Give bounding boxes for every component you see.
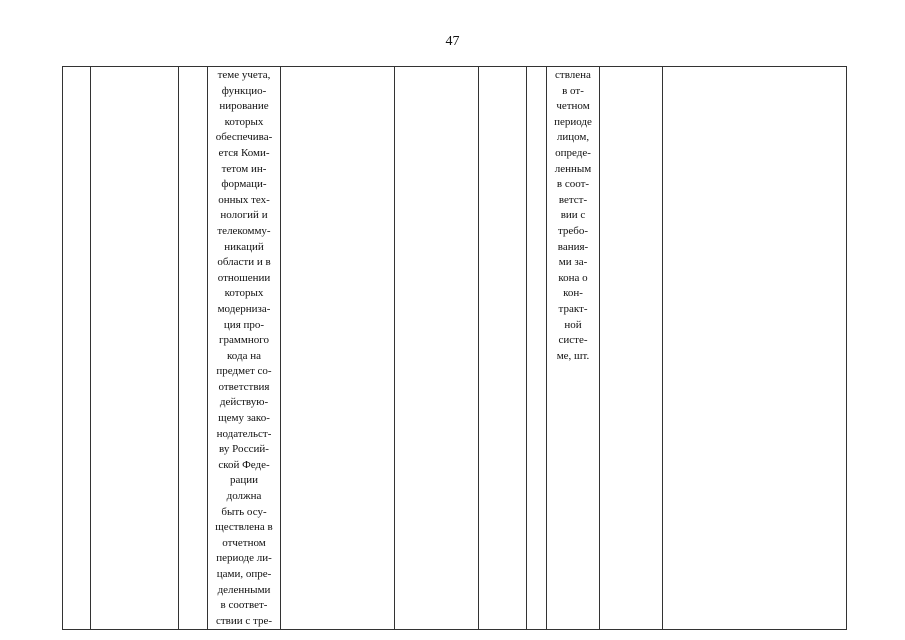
cell-line: граммного	[219, 334, 269, 347]
cell-line: опреде-	[555, 146, 591, 159]
cell-line: кода на	[227, 349, 261, 362]
cell-line: телекомму-	[217, 224, 271, 237]
cell-line: ответствия	[218, 380, 270, 393]
cell-line: в соот-	[556, 178, 590, 191]
page-number: 47	[445, 34, 460, 49]
document-table	[62, 66, 847, 630]
cell-line: четном	[556, 100, 590, 113]
table-cell-1	[63, 67, 91, 630]
cell-line: ствлена	[555, 69, 591, 81]
cell-line: ме, шт.	[556, 349, 590, 362]
table-cell-11	[663, 67, 847, 630]
cell-line: тетом ин-	[221, 162, 267, 175]
cell-line: быть осу-	[221, 505, 267, 518]
cell-line: лицом,	[556, 131, 590, 144]
cell-line: нирование	[219, 100, 269, 113]
table-cell-6	[395, 67, 479, 630]
cell-line: тракт-	[558, 302, 588, 315]
cell-line: ветст-	[558, 193, 588, 206]
table-cell-indicator	[547, 67, 600, 630]
cell-line: вания-	[557, 240, 589, 253]
cell-line: теме учета,	[217, 69, 271, 81]
table-cell-description	[208, 67, 281, 630]
cell-line: периоде	[554, 115, 592, 128]
cell-line: деленными	[217, 583, 271, 596]
cell-line: ной	[564, 318, 582, 331]
cell-line: рации	[229, 474, 259, 487]
cell-line: модерниза-	[217, 302, 271, 315]
cell-line: щему зако-	[218, 412, 270, 425]
table-cell-7	[479, 67, 527, 630]
cell-line: ствии с тре-	[215, 614, 273, 627]
cell-line: ция про-	[223, 318, 265, 331]
cell-line: предмет со-	[216, 365, 272, 378]
cell-line: кона о	[558, 271, 588, 284]
cell-text-description	[208, 67, 280, 629]
cell-line: цами, опре-	[216, 568, 272, 580]
cell-line: функцио-	[221, 84, 267, 97]
cell-line: онных тех-	[218, 193, 270, 206]
table-cell-3	[179, 67, 208, 630]
cell-line: ществлена в	[215, 521, 273, 534]
cell-line: обеспечива-	[215, 131, 273, 144]
table-cell-5	[281, 67, 395, 630]
cell-line: вии с	[560, 209, 586, 222]
cell-line: ется Коми-	[218, 146, 270, 159]
cell-line: периоде ли-	[216, 552, 272, 565]
cell-line: никаций	[224, 240, 264, 253]
cell-line: кон-	[563, 287, 583, 300]
cell-line: в от-	[562, 84, 584, 97]
cell-line: ми за-	[558, 256, 588, 269]
cell-line: нологий и	[220, 209, 268, 222]
table-cell-8	[527, 67, 547, 630]
table-cell-2	[91, 67, 179, 630]
cell-line: в соответ-	[220, 599, 268, 612]
cell-line: ленным	[554, 162, 592, 175]
cell-line: требо-	[557, 224, 589, 237]
cell-line: систе-	[558, 334, 588, 347]
cell-line: области и в	[217, 256, 271, 269]
cell-line: отношении	[217, 271, 271, 284]
cell-line: ву Россий-	[219, 443, 269, 456]
cell-line: которых	[224, 287, 264, 300]
cell-line: действую-	[219, 396, 269, 409]
cell-line: формаци-	[221, 178, 267, 191]
cell-line: которых	[224, 115, 264, 128]
cell-line: нодательст-	[216, 427, 272, 440]
cell-text-indicator	[547, 67, 599, 364]
table-cell-10	[600, 67, 663, 630]
table-row	[63, 67, 847, 630]
cell-line: ской Феде-	[218, 458, 270, 471]
cell-line: должна	[226, 490, 262, 503]
cell-line: отчетном	[222, 536, 266, 549]
